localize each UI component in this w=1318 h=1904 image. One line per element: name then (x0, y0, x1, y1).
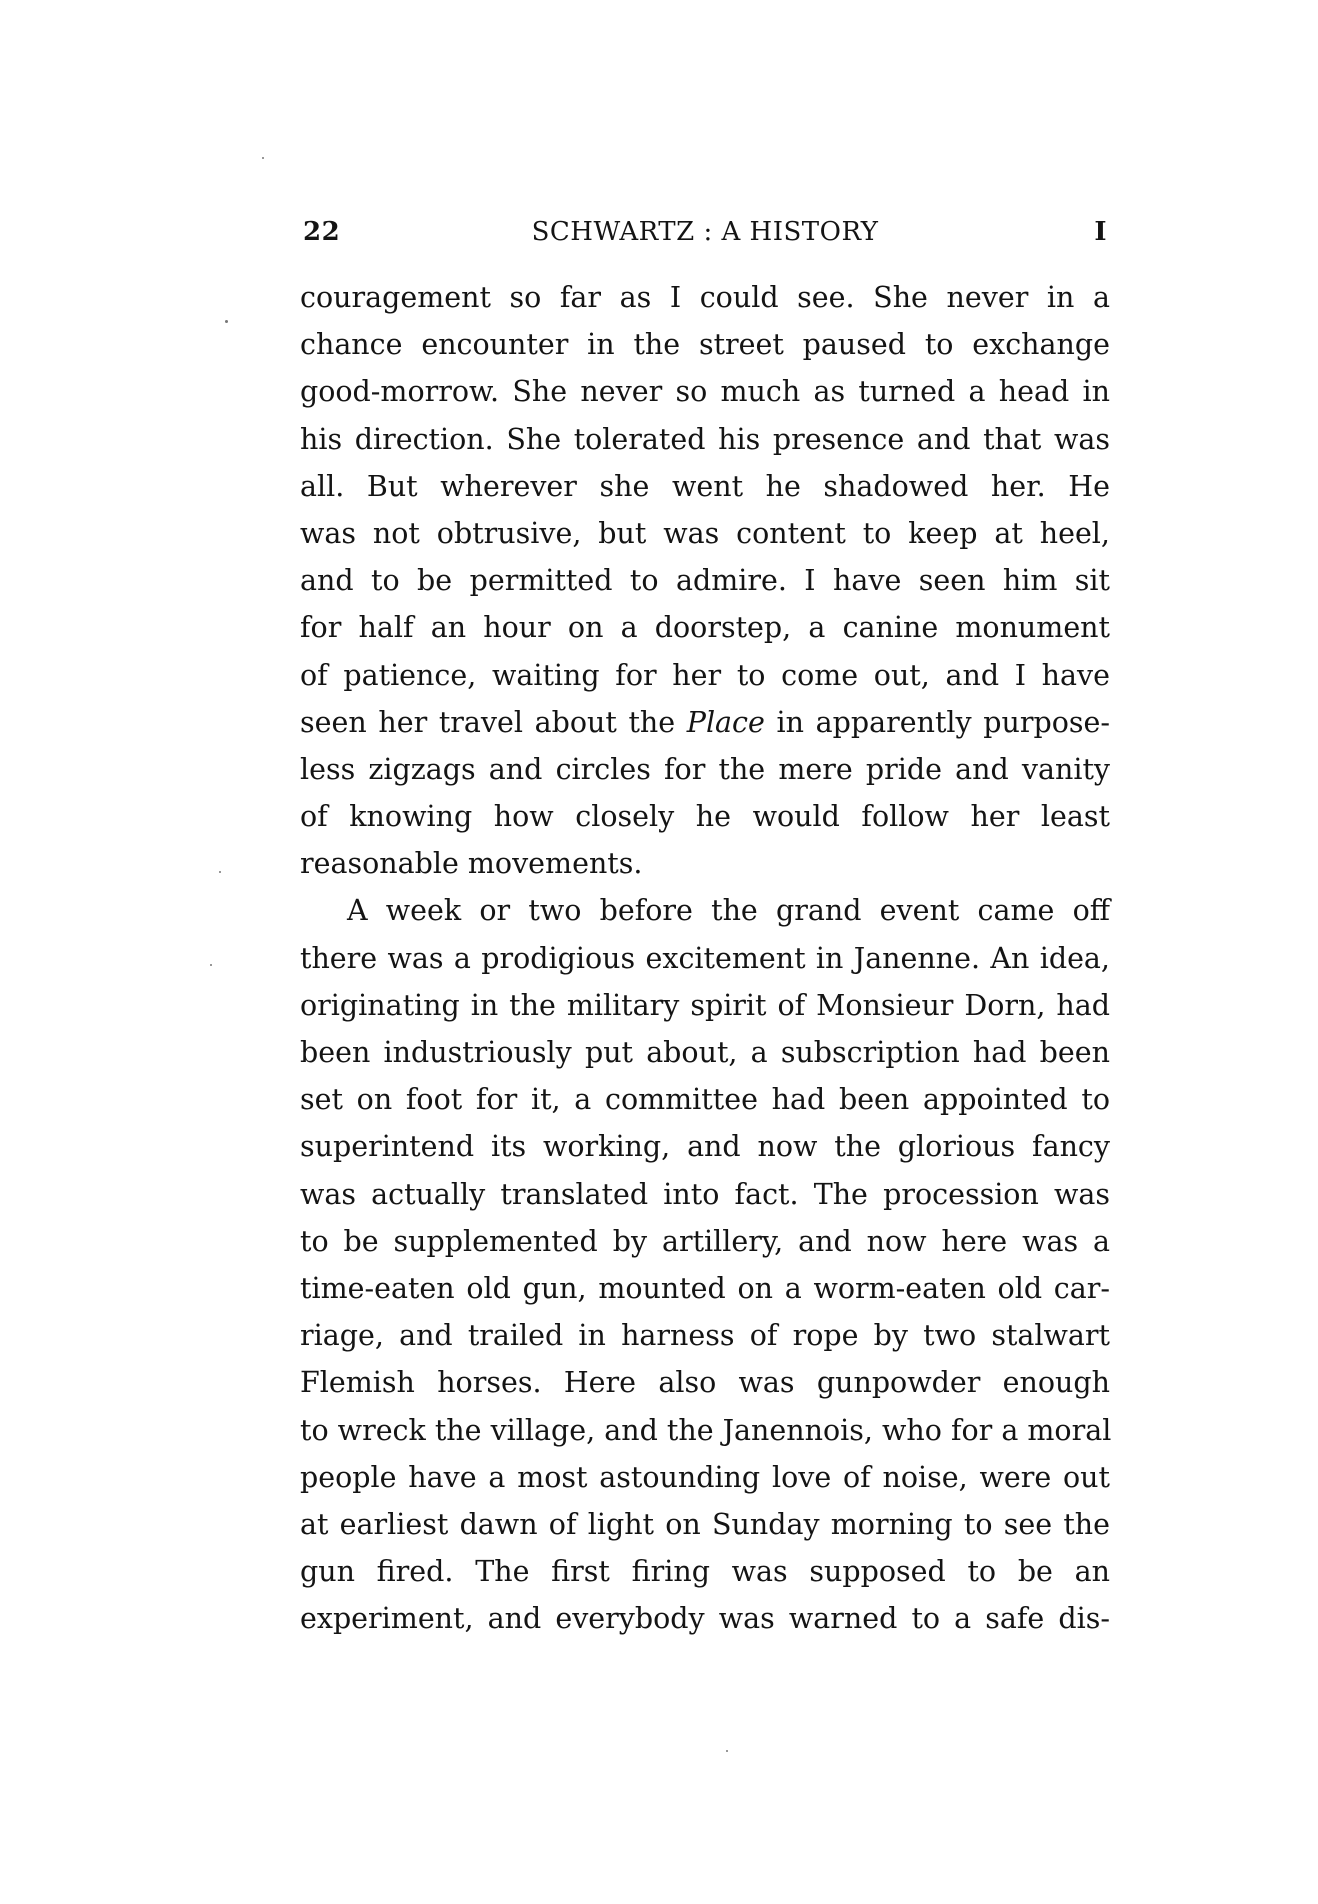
text-line: set on foot for it, a committee had been appointed to (300, 1083, 1110, 1117)
text-line: was actually translated into fact. The procession was (300, 1177, 1110, 1211)
text-line: Flemish horses. Here also was gunpowder enough (300, 1366, 1110, 1400)
text-line: A week or two before the grand event came off (347, 894, 1110, 928)
text-line: been industriously put about, a subscription had been (300, 1036, 1110, 1069)
scan-speck (219, 871, 221, 873)
scan-speck (262, 157, 264, 159)
text-line: of knowing how closely he would follow her least (300, 800, 1110, 834)
text-line: to be supplemented by artillery, and now here was a (300, 1224, 1110, 1258)
text-line: for half an hour on a doorstep, a canine monument (300, 611, 1110, 645)
text-line: originating in the military spirit of Monsieur Dorn, had (300, 988, 1110, 1022)
text-line: his direction. She tolerated his presence and that was (300, 422, 1110, 456)
running-head (303, 215, 1107, 249)
text-line: riage, and trailed in harness of rope by two stalwart (300, 1319, 1110, 1353)
text-line: superintend its working, and now the glorious fancy (300, 1130, 1110, 1164)
text-line: was not obtrusive, but was content to keep at heel, (300, 516, 1110, 550)
scan-speck (225, 320, 228, 323)
text-line: reasonable movements. (300, 847, 643, 881)
text-line (300, 699, 1110, 746)
text-line: of patience, waiting for her to come out, and I have (300, 658, 1110, 692)
chapter-number: I (1094, 217, 1107, 247)
paragraph-1 (300, 274, 1110, 887)
text-line: there was a prodigious excitement in Janenne. An idea, (300, 941, 1110, 975)
scan-speck (726, 1750, 728, 1752)
text-line: to wreck the village, and the Janennois, who for a moral (300, 1413, 1112, 1447)
text-line: couragement so far as I could see. She never in a (300, 281, 1110, 314)
text-line: chance encounter in the street paused to exchange (300, 328, 1110, 362)
text-line: people have a most astounding love of noise, were out (300, 1460, 1110, 1494)
text-fragment: seen her travel about the (300, 705, 676, 739)
page-number: 22 (303, 217, 341, 247)
text-line: and to be permitted to admire. I have seen him sit (300, 564, 1110, 598)
text-line: all. But wherever she went he shadowed her. He (300, 469, 1110, 503)
text-fragment: in apparently purpose- (776, 705, 1111, 739)
scan-speck (210, 964, 212, 966)
italic-place: Place (686, 705, 765, 739)
body-text (300, 274, 1110, 1642)
text-line: good-morrow. She never so much as turned a head in (300, 375, 1110, 409)
text-line: time-eaten old gun, mounted on a worm-eaten old car- (300, 1271, 1110, 1305)
text-line: experiment, and everybody was warned to a safe dis- (300, 1602, 1110, 1636)
text-line: less zigzags and circles for the mere pride and vanity (300, 752, 1110, 786)
text-line: at earliest dawn of light on Sunday morning to see the (300, 1507, 1110, 1541)
running-title: SCHWARTZ : A HISTORY (531, 217, 879, 247)
paragraph-2 (300, 887, 1110, 1642)
text-line: gun fired. The first firing was supposed to be an (300, 1555, 1110, 1589)
